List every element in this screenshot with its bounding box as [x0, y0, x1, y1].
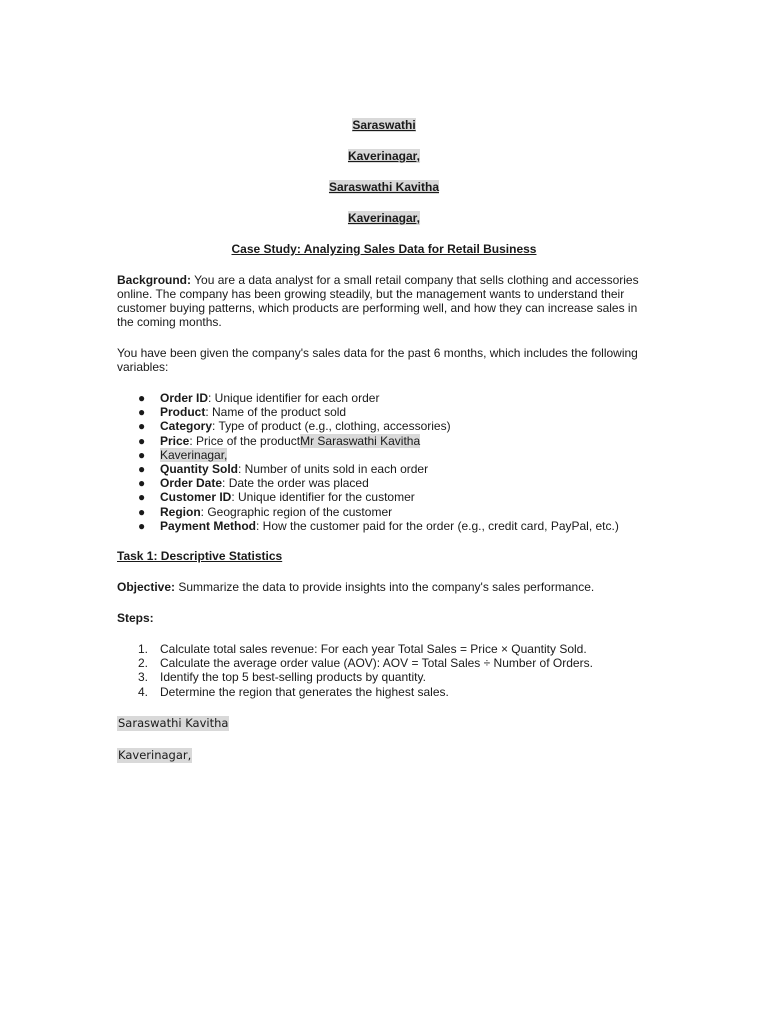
- footer-place: Kaverinagar,: [118, 748, 192, 762]
- intro-paragraph: You have been given the company's sales data for the past 6 months, which includes the following variables:: [117, 346, 638, 374]
- background-text: You are a data analyst for a small retail company that sells clothing and accessories online. The company has been growing steadily, but the management wants to understand their customer buying patterns, which products are performing well, and how they can increase sales in the coming months.: [117, 273, 639, 329]
- bullet-icon: ●: [138, 405, 146, 420]
- list-item: ● Customer ID: Unique identifier for the customer: [138, 490, 415, 505]
- list-item: 4. Determine the region that generates the highest sales.: [138, 684, 449, 699]
- document-title: Case Study: Analyzing Sales Data for Retail Business: [231, 242, 537, 256]
- bullet-icon: ●: [138, 391, 146, 405]
- steps-list: [117, 642, 677, 699]
- bullet-icon: ●: [138, 419, 146, 434]
- objective-text: Summarize the data to provide insights into the company's sales performance.: [175, 580, 595, 594]
- footer-name: Saraswathi Kavitha: [118, 716, 229, 730]
- bullet-icon: ●: [138, 462, 146, 477]
- header-line-4: Kaverinagar,: [347, 211, 421, 225]
- background-paragraph: [117, 273, 657, 329]
- steps-label: Steps:: [117, 611, 154, 625]
- background-label: Background:: [117, 273, 192, 287]
- list-item: 2. Calculate the average order value (AOV): AOV = Total Sales ÷ Number of Orders.: [138, 656, 593, 671]
- list-item: 1. Calculate total sales revenue: For each year Total Sales = Price × Quantity Sold.: [138, 642, 587, 656]
- list-item: ● Order ID: Unique identifier for each order: [138, 391, 380, 405]
- list-item: ● Payment Method: How the customer paid for the order (e.g., credit card, PayPal, etc.): [138, 518, 619, 533]
- list-item: ● Price: Price of the productMr Saraswathi Kavitha: [138, 433, 421, 448]
- header-line-2: Kaverinagar,: [347, 149, 421, 163]
- list-item: ● Quantity Sold: Number of units sold in each order: [138, 462, 429, 477]
- list-item: 3. Identify the top 5 best-selling products by quantity.: [138, 670, 426, 685]
- list-item: [117, 448, 677, 462]
- variables-list: [117, 391, 677, 533]
- objective-paragraph: [117, 580, 657, 594]
- task1-heading: Task 1: Descriptive Statistics: [117, 549, 283, 563]
- list-item: ● Product: Name of the product sold: [138, 405, 347, 420]
- bullet-icon: ●: [138, 447, 146, 462]
- bullet-icon: ●: [138, 433, 146, 448]
- bullet-icon: ●: [138, 518, 146, 533]
- bullet-icon: ●: [138, 504, 146, 519]
- bullet-icon: ●: [138, 476, 146, 491]
- objective-label: Objective:: [117, 580, 176, 594]
- header-line-3: Saraswathi Kavitha: [328, 180, 440, 194]
- highlighted-place: Kaverinagar,: [160, 447, 228, 462]
- header-line-1: Saraswathi: [352, 118, 416, 132]
- list-item: ● Order Date: Date the order was placed: [138, 476, 369, 491]
- highlighted-name: Mr Saraswathi Kavitha: [300, 433, 421, 448]
- list-item: ● Region: Geographic region of the customer: [138, 504, 393, 519]
- list-item: ● Category: Type of product (e.g., clothing, accessories): [138, 419, 451, 434]
- bullet-icon: ●: [138, 490, 146, 505]
